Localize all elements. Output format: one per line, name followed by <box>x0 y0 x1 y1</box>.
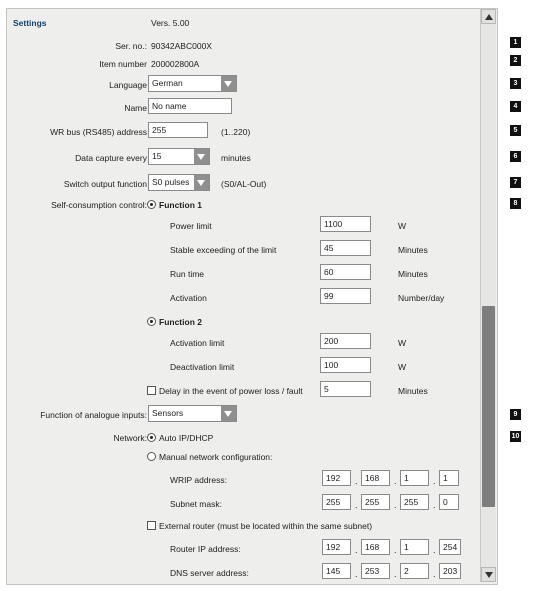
wrip-octet-4[interactable] <box>439 470 459 486</box>
callout-badge: 9 <box>510 409 521 420</box>
delay-unit: Minutes <box>398 386 428 396</box>
delay-input[interactable] <box>320 381 371 397</box>
language-selected: German <box>152 78 183 88</box>
data-capture-select[interactable] <box>148 148 210 165</box>
external-router-label: External router (must be located within the same subnet) <box>159 521 373 531</box>
wr-bus-input[interactable] <box>148 122 208 138</box>
language-label: Language <box>109 80 147 90</box>
dot-separator: . <box>355 569 358 579</box>
subnet-octet-1[interactable] <box>322 494 351 510</box>
ser-no-value: 90342ABC000X <box>151 41 212 51</box>
subnet-octet-3[interactable] <box>400 494 429 510</box>
dns-octet-2[interactable] <box>361 563 390 579</box>
dot-separator: . <box>394 500 397 510</box>
settings-panel <box>6 8 498 585</box>
dns-octet-1[interactable] <box>322 563 351 579</box>
item-number-value: 200002800A <box>151 59 200 69</box>
switch-output-hint: (S0/AL-Out) <box>221 179 267 189</box>
delay-checkbox[interactable] <box>147 386 156 395</box>
router-ip-octet-4[interactable] <box>439 539 461 555</box>
stable-exceeding-input[interactable] <box>320 240 371 256</box>
dot-separator: . <box>355 500 358 510</box>
router-ip-label: Router IP address: <box>170 544 241 554</box>
callout-badge: 4 <box>510 101 521 112</box>
scrollbar-thumb[interactable] <box>482 306 495 507</box>
wr-bus-label: WR bus (RS485) address <box>50 127 147 137</box>
network-label: Network: <box>113 433 147 443</box>
auto-ip-radio[interactable] <box>147 433 156 442</box>
callout-badge: 3 <box>510 78 521 89</box>
callout-badge: 5 <box>510 125 521 136</box>
callout-badge: 7 <box>510 177 521 188</box>
wrip-octet-3[interactable] <box>400 470 429 486</box>
router-ip-octet-3[interactable] <box>400 539 429 555</box>
deactivation-limit-input[interactable] <box>320 357 371 373</box>
switch-output-label: Switch output function <box>63 179 147 189</box>
power-limit-input[interactable] <box>320 216 371 232</box>
deactivation-limit-unit: W <box>398 362 407 372</box>
dot-separator: . <box>394 545 397 555</box>
function2-radio[interactable] <box>147 317 156 326</box>
data-capture-label: Data capture every <box>75 153 147 163</box>
activation-limit-unit: W <box>398 338 407 348</box>
router-ip-octet-2[interactable] <box>361 539 390 555</box>
analogue-select[interactable] <box>148 405 237 422</box>
data-capture-selected: 15 <box>152 151 162 161</box>
dns-octet-3[interactable] <box>400 563 429 579</box>
settings-title: Settings <box>13 18 47 28</box>
name-input[interactable] <box>148 98 232 114</box>
function1-radio[interactable] <box>147 200 156 209</box>
stable-exceeding-label: Stable exceeding of the limit <box>170 245 277 255</box>
wrip-octet-1[interactable] <box>322 470 351 486</box>
dot-separator: . <box>433 569 436 579</box>
ser-no-label: Ser. no.: <box>115 41 147 51</box>
callout-badge: 6 <box>510 151 521 162</box>
activation-limit-label: Activation limit <box>170 338 225 348</box>
run-time-label: Run time <box>170 269 205 279</box>
subnet-label: Subnet mask: <box>170 499 222 509</box>
callout-badge: 8 <box>510 198 521 209</box>
power-limit-label: Power limit <box>170 221 212 231</box>
activation-label: Activation <box>170 293 207 303</box>
run-time-unit: Minutes <box>398 269 428 279</box>
wrip-label: WRIP address: <box>170 475 228 485</box>
callout-badge: 1 <box>510 37 521 48</box>
data-capture-unit: minutes <box>221 153 251 163</box>
delay-label: Delay in the event of power loss / fault <box>159 386 303 396</box>
function1-label: Function 1 <box>159 200 202 210</box>
analogue-selected: Sensors <box>152 408 184 418</box>
router-ip-octet-1[interactable] <box>322 539 351 555</box>
language-select[interactable] <box>148 75 237 92</box>
deactivation-limit-label: Deactivation limit <box>170 362 235 372</box>
subnet-octet-2[interactable] <box>361 494 390 510</box>
function2-label: Function 2 <box>159 317 202 327</box>
manual-network-label: Manual network configuration: <box>159 452 273 462</box>
external-router-checkbox[interactable] <box>147 521 156 530</box>
manual-network-radio[interactable] <box>147 452 156 461</box>
dns-octet-4[interactable] <box>439 563 461 579</box>
item-number-label: Item number <box>99 59 147 69</box>
name-label: Name <box>124 103 147 113</box>
dot-separator: . <box>394 569 397 579</box>
activation-limit-input[interactable] <box>320 333 371 349</box>
power-limit-unit: W <box>398 221 407 231</box>
wrip-octet-2[interactable] <box>361 470 390 486</box>
callout-badge: 10 <box>511 433 520 440</box>
dns-label: DNS server address: <box>170 568 249 578</box>
auto-ip-label: Auto IP/DHCP <box>159 433 214 443</box>
version-text: Vers. 5.00 <box>151 18 190 28</box>
wr-bus-range: (1..220) <box>221 127 251 137</box>
dot-separator: . <box>433 500 436 510</box>
callout-badge: 2 <box>510 55 521 66</box>
activation-unit: Number/day <box>398 293 445 303</box>
vertical-scrollbar[interactable] <box>480 9 496 582</box>
stable-exceeding-unit: Minutes <box>398 245 428 255</box>
switch-output-selected: S0 pulses <box>152 177 190 187</box>
chevron-down-icon[interactable] <box>221 406 236 421</box>
run-time-input[interactable] <box>320 264 371 280</box>
dot-separator: . <box>355 476 358 486</box>
self-consumption-label: Self-consumption control: <box>51 200 147 210</box>
switch-output-select[interactable] <box>148 174 210 191</box>
dot-separator: . <box>394 476 397 486</box>
dot-separator: . <box>433 476 436 486</box>
chevron-down-icon[interactable] <box>194 149 209 164</box>
activation-input[interactable] <box>320 288 371 304</box>
subnet-octet-4[interactable] <box>439 494 459 510</box>
chevron-down-icon[interactable] <box>194 175 209 190</box>
dot-separator: . <box>355 545 358 555</box>
scroll-up-icon[interactable] <box>481 9 496 24</box>
dot-separator: . <box>433 545 436 555</box>
chevron-down-icon[interactable] <box>221 76 236 91</box>
scroll-down-icon[interactable] <box>481 567 496 582</box>
analogue-label: Function of analogue inputs: <box>40 410 147 420</box>
